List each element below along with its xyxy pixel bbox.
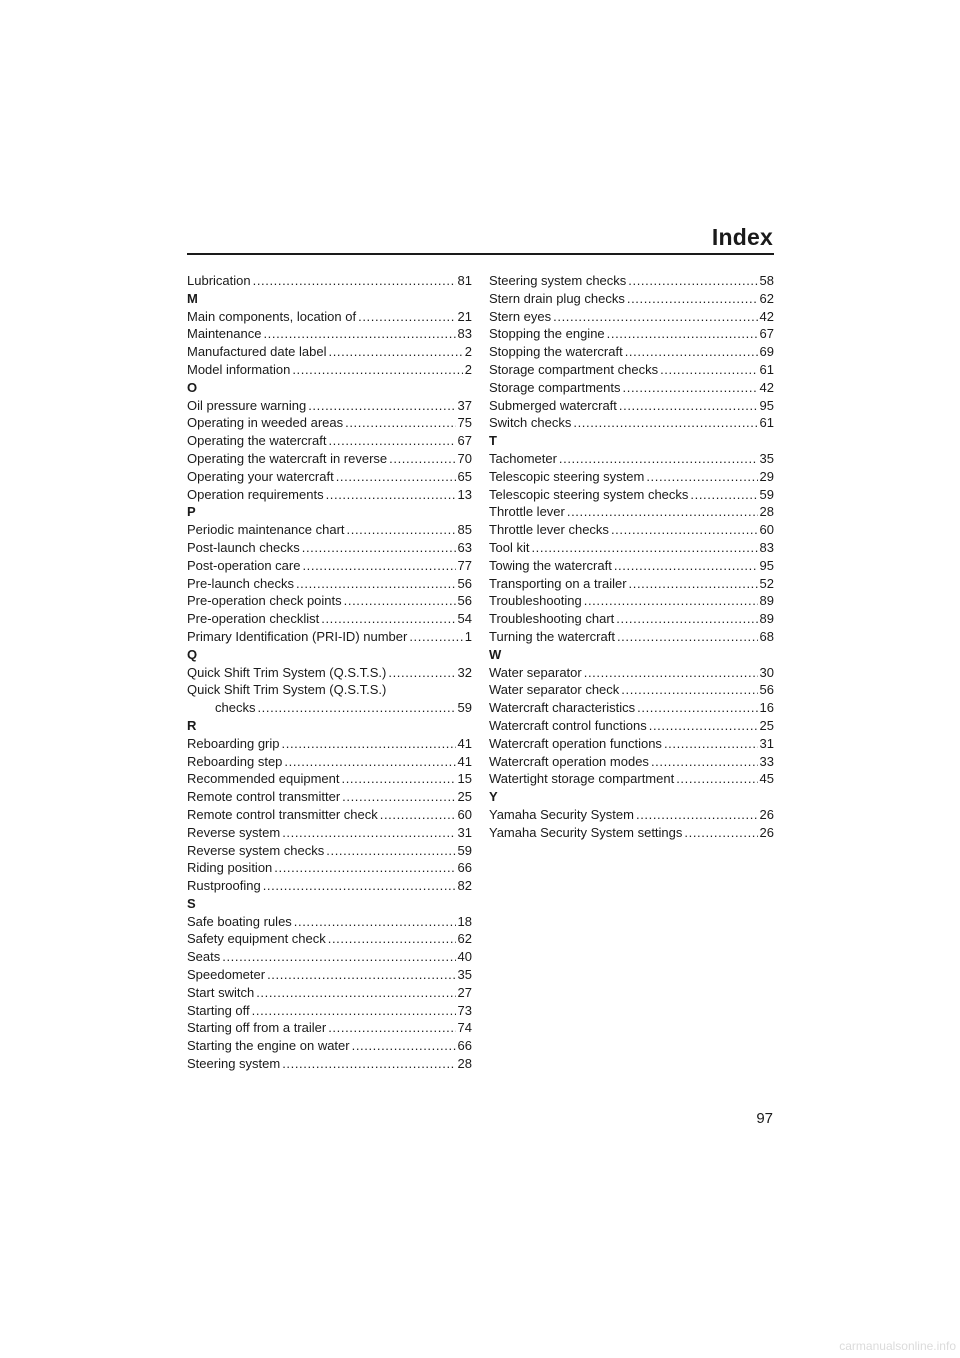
index-page-ref: 61 (759, 361, 774, 377)
index-entry (187, 753, 472, 771)
leader-dots (328, 343, 462, 361)
leader-dots (690, 486, 757, 504)
index-term: Tool kit (489, 539, 530, 555)
index-term: Oil pressure warning (187, 397, 307, 413)
index-term: Post-operation care (187, 557, 301, 573)
index-entry (187, 1019, 472, 1037)
leader-dots (651, 753, 758, 771)
index-term: Quick Shift Trim System (Q.S.T.S.) (187, 664, 387, 680)
index-page-ref: 69 (759, 344, 774, 360)
index-entry (187, 450, 472, 468)
index-page-ref: 42 (759, 308, 774, 324)
index-term: Pre-operation checklist (187, 611, 320, 627)
index-page-ref: 67 (457, 433, 472, 449)
index-entry (489, 308, 774, 326)
index-page-ref: 59 (457, 842, 472, 858)
index-entry (489, 610, 774, 628)
index-entry (187, 397, 472, 415)
index-entry (489, 681, 774, 699)
svg-text:carmanualsonline.info: carmanualsonline.info (839, 1339, 956, 1353)
leader-dots (256, 984, 455, 1002)
index-page-ref: 67 (759, 326, 774, 342)
index-page-ref: 35 (759, 450, 774, 466)
index-page-ref: 73 (457, 1002, 472, 1018)
index-term: Steering system checks (489, 273, 627, 288)
index-section-letter: T (489, 433, 497, 449)
index-entry (187, 913, 472, 931)
leader-dots (257, 699, 455, 717)
index-page-ref: 61 (759, 415, 774, 431)
leader-dots (342, 788, 455, 806)
index-term: Safe boating rules (187, 913, 292, 929)
index-entry (187, 610, 472, 628)
index-page-ref: 2 (464, 361, 472, 377)
index-entry (489, 575, 774, 593)
index-term: Post-launch checks (187, 539, 300, 555)
index-entry (489, 414, 774, 432)
leader-dots (553, 308, 757, 326)
index-page-ref: 21 (457, 308, 472, 324)
leader-dots (328, 930, 456, 948)
index-term: Water separator (489, 664, 582, 680)
index-page-ref: 40 (457, 949, 472, 965)
index-entry (489, 753, 774, 771)
index-entry (489, 539, 774, 557)
leader-dots (222, 948, 455, 966)
index-term: Throttle lever (489, 504, 565, 520)
leader-dots (302, 557, 455, 575)
leader-dots (567, 503, 758, 521)
index-term: Stopping the watercraft (489, 344, 623, 360)
index-entry (187, 877, 472, 895)
index-term: Watercraft operation modes (489, 753, 649, 769)
index-entry (187, 930, 472, 948)
leader-dots (389, 450, 455, 468)
index-term: Riding position (187, 860, 273, 876)
index-term: Model information (187, 361, 291, 377)
index-term: Operating in weeded areas (187, 415, 344, 431)
index-entry (187, 575, 472, 593)
index-term: Reboarding grip (187, 735, 280, 751)
index-entry (187, 948, 472, 966)
index-term: Submerged watercraft (489, 397, 617, 413)
index-section-letter: R (187, 717, 197, 733)
index-term: Safety equipment check (187, 931, 326, 947)
index-entry (489, 717, 774, 735)
leader-dots (282, 824, 455, 842)
leader-dots (628, 272, 757, 290)
index-entry (187, 788, 472, 806)
watermark-logo (756, 1338, 956, 1354)
index-page-ref: 89 (759, 611, 774, 627)
index-term: Steering system (187, 1056, 281, 1072)
index-entry (187, 414, 472, 432)
index-page-ref: 66 (457, 1038, 472, 1054)
index-entry (489, 486, 774, 504)
index-term: Yamaha Security System settings (489, 824, 683, 840)
index-column-right (489, 272, 774, 842)
index-page-ref: 54 (457, 611, 472, 627)
leader-dots (584, 664, 758, 682)
leader-dots (636, 806, 758, 824)
index-page-ref: 35 (457, 967, 472, 983)
index-entry (187, 1055, 472, 1073)
index-entry (187, 361, 472, 379)
index-entry (489, 397, 774, 415)
index-entry (187, 628, 472, 646)
leader-dots (284, 753, 455, 771)
leader-dots (274, 859, 455, 877)
leader-dots (302, 539, 456, 557)
leader-dots (352, 1037, 456, 1055)
index-page-ref: 65 (457, 468, 472, 484)
leader-dots (253, 272, 456, 290)
index-term: Telescopic steering system (489, 468, 645, 484)
index-term: Speedometer (187, 967, 266, 983)
index-page-ref: 56 (457, 593, 472, 609)
leader-dots (584, 592, 758, 610)
leader-dots (252, 1002, 456, 1020)
index-page-ref: 56 (759, 682, 774, 698)
leader-dots (614, 557, 758, 575)
index-page-ref: 59 (759, 486, 774, 502)
index-entry (489, 468, 774, 486)
index-entry-continuation (187, 699, 472, 717)
leader-dots (296, 575, 456, 593)
index-section-letter: Q (187, 646, 198, 662)
leader-dots (388, 664, 455, 682)
index-page-ref: 62 (457, 931, 472, 947)
leader-dots (326, 486, 456, 504)
index-entry (489, 450, 774, 468)
leader-dots (660, 361, 757, 379)
index-page-ref: 58 (759, 273, 774, 288)
index-entry (187, 824, 472, 842)
index-page-ref: 26 (759, 806, 774, 822)
index-page-ref: 45 (759, 771, 774, 787)
index-term: Water separator check (489, 682, 620, 698)
index-entry (187, 859, 472, 877)
index-entry (187, 468, 472, 486)
index-page-ref: 27 (457, 984, 472, 1000)
index-entry (489, 379, 774, 397)
index-page-ref: 59 (457, 700, 472, 716)
leader-dots (267, 966, 455, 984)
index-section-letter: O (187, 379, 198, 395)
index-section-letter: M (187, 290, 198, 306)
leader-dots (637, 699, 757, 717)
index-term: Stopping the engine (489, 326, 605, 342)
index-page-ref: 41 (457, 735, 472, 751)
index-section-letter: W (489, 646, 502, 662)
index-page-ref: 42 (759, 379, 774, 395)
index-page-ref: 85 (457, 522, 472, 538)
index-page-ref: 68 (759, 628, 774, 644)
index-entry (187, 432, 472, 450)
index-term: Remote control transmitter check (187, 806, 378, 822)
index-entry (489, 290, 774, 308)
index-entry (489, 770, 774, 788)
index-entry (187, 486, 472, 504)
leader-dots (336, 468, 456, 486)
leader-dots (559, 450, 758, 468)
leader-dots (676, 770, 757, 788)
index-page-ref: 83 (759, 539, 774, 555)
index-entry (187, 272, 472, 290)
index-page-ref: 37 (457, 397, 472, 413)
index-entry (187, 966, 472, 984)
leader-dots (308, 397, 455, 415)
index-term: Manufactured date label (187, 344, 327, 360)
leader-dots (321, 610, 455, 628)
index-term: Stern drain plug checks (489, 290, 625, 306)
index-term: Watercraft control functions (489, 717, 647, 733)
index-page-ref: 52 (759, 575, 774, 591)
index-section-letter: P (187, 504, 196, 520)
leader-dots (292, 361, 462, 379)
index-page-ref: 66 (457, 860, 472, 876)
index-term: Reverse system (187, 824, 281, 840)
index-entry (187, 806, 472, 824)
index-page-ref: 31 (759, 735, 774, 751)
leader-dots (646, 468, 757, 486)
index-page-ref: 62 (759, 290, 774, 306)
leader-dots (347, 521, 456, 539)
index-term: Start switch (187, 984, 255, 1000)
index-page-ref: 25 (457, 789, 472, 805)
index-page-ref: 83 (457, 326, 472, 342)
index-page-ref: 89 (759, 593, 774, 609)
leader-dots (341, 770, 455, 788)
leader-dots (263, 325, 455, 343)
leader-dots (623, 379, 758, 397)
index-term: Operation requirements (187, 486, 324, 502)
leader-dots (664, 735, 758, 753)
index-entry (187, 664, 472, 682)
index-entry (187, 539, 472, 557)
index-entry (187, 325, 472, 343)
index-term: Pre-operation check points (187, 593, 342, 609)
index-page-ref: 18 (457, 913, 472, 929)
index-entry (187, 308, 472, 326)
index-term: Reboarding step (187, 753, 283, 769)
leader-dots (282, 1055, 455, 1073)
index-page-ref: 28 (759, 504, 774, 520)
index-term: Quick Shift Trim System (Q.S.T.S.) (187, 682, 387, 698)
index-page-ref: 32 (457, 664, 472, 680)
index-term: Maintenance (187, 326, 262, 342)
index-entry (489, 628, 774, 646)
index-term: Switch checks (489, 415, 572, 431)
index-entry (187, 1002, 472, 1020)
leader-dots (345, 414, 455, 432)
index-page-ref: 74 (457, 1020, 472, 1036)
index-term: Periodic maintenance chart (187, 522, 345, 538)
index-term: Transporting on a trailer (489, 575, 627, 591)
page-number: 97 (756, 1110, 773, 1127)
leader-dots (380, 806, 456, 824)
page-title: Index (711, 224, 773, 250)
index-entry (489, 272, 774, 290)
index-entry (187, 557, 472, 575)
index-term: Telescopic steering system checks (489, 486, 689, 502)
index-section-letter: Y (489, 789, 498, 805)
leader-dots (625, 343, 758, 361)
index-term: Starting the engine on water (187, 1038, 350, 1054)
index-entry (489, 343, 774, 361)
index-entry (489, 824, 774, 842)
index-page-ref: 15 (457, 771, 472, 787)
index-term: Operating your watercraft (187, 468, 334, 484)
index-entry (187, 681, 472, 699)
index-term: Reverse system checks (187, 842, 325, 858)
index-entry (489, 325, 774, 343)
leader-dots (616, 610, 757, 628)
leader-dots (629, 575, 758, 593)
leader-dots (328, 432, 455, 450)
index-term: Watertight storage compartment (489, 771, 675, 787)
index-page-ref: 77 (457, 557, 472, 573)
index-page-ref: 56 (457, 575, 472, 591)
leader-dots (263, 877, 456, 895)
index-section-letter: S (187, 895, 196, 911)
index-page-ref: 29 (759, 468, 774, 484)
index-page-ref: 25 (759, 717, 774, 733)
index-term: Turning the watercraft (489, 628, 615, 644)
index-term: Remote control transmitter (187, 789, 341, 805)
index-term: Troubleshooting (489, 593, 582, 609)
leader-dots (617, 628, 758, 646)
leader-dots (649, 717, 758, 735)
index-page-ref: 2 (464, 344, 472, 360)
index-page-ref: 28 (457, 1056, 472, 1072)
title-divider (187, 253, 774, 255)
index-page-ref: 75 (457, 415, 472, 431)
index-term: Watercraft characteristics (489, 700, 636, 716)
index-term: Main components, location of (187, 308, 357, 324)
index-entry (489, 806, 774, 824)
index-entry (187, 842, 472, 860)
index-term: Primary Identification (PRI-ID) number (187, 628, 408, 644)
index-term: Recommended equipment (187, 771, 340, 787)
leader-dots (573, 414, 757, 432)
index-term: Starting off from a trailer (187, 1020, 327, 1036)
leader-dots (358, 308, 455, 326)
index-term: Tachometer (489, 450, 557, 466)
index-term: Throttle lever checks (489, 522, 609, 538)
index-column-left (187, 272, 472, 1073)
index-entry (187, 1037, 472, 1055)
index-term: Operating the watercraft (187, 433, 327, 449)
leader-dots (294, 913, 456, 931)
index-page-ref: 95 (759, 397, 774, 413)
index-page-ref: 70 (457, 450, 472, 466)
index-page-ref: 30 (759, 664, 774, 680)
index-page-ref: 60 (759, 522, 774, 538)
index-term: Starting off (187, 1002, 250, 1018)
index-page-ref: 60 (457, 806, 472, 822)
index-term: Troubleshooting chart (489, 611, 615, 627)
index-entry (187, 735, 472, 753)
index-entry (489, 361, 774, 379)
index-entry (187, 521, 472, 539)
index-page-ref: 82 (457, 878, 472, 894)
leader-dots (409, 628, 462, 646)
index-entry (489, 735, 774, 753)
index-term: Storage compartments (489, 379, 621, 395)
index-term: Towing the watercraft (489, 557, 612, 573)
leader-dots (344, 592, 456, 610)
index-page-ref: 1 (464, 628, 472, 644)
index-page-ref: 95 (759, 557, 774, 573)
index-page-ref: 16 (759, 700, 774, 716)
leader-dots (326, 842, 455, 860)
leader-dots (684, 824, 757, 842)
leader-dots (621, 681, 757, 699)
leader-dots (619, 397, 758, 415)
index-term: Watercraft operation functions (489, 735, 662, 751)
index-entry (489, 664, 774, 682)
index-page-ref: 81 (457, 273, 472, 288)
index-page-ref: 31 (457, 824, 472, 840)
leader-dots (282, 735, 456, 753)
index-page-ref: 41 (457, 753, 472, 769)
leader-dots (611, 521, 758, 539)
index-term: Lubrication (187, 273, 251, 288)
index-page-ref: 63 (457, 539, 472, 555)
index-term: Stern eyes (489, 308, 552, 324)
index-term: Seats (187, 949, 221, 965)
index-entry (489, 592, 774, 610)
index-entry (187, 984, 472, 1002)
leader-dots (627, 290, 758, 308)
index-page-ref: 26 (759, 824, 774, 840)
index-entry (489, 699, 774, 717)
leader-dots (328, 1019, 455, 1037)
index-term: Operating the watercraft in reverse (187, 450, 388, 466)
index-entry (489, 521, 774, 539)
leader-dots (607, 325, 758, 343)
index-term: Storage compartment checks (489, 361, 659, 377)
index-entry (489, 503, 774, 521)
index-entry (187, 343, 472, 361)
index-term: Rustproofing (187, 878, 261, 894)
index-term: checks (215, 700, 256, 716)
leader-dots (531, 539, 757, 557)
index-term: Pre-launch checks (187, 575, 294, 591)
index-entry (489, 557, 774, 575)
index-page-ref: 13 (457, 486, 472, 502)
index-entry (187, 592, 472, 610)
index-term: Yamaha Security System (489, 806, 634, 822)
index-page-ref: 33 (759, 753, 774, 769)
index-entry (187, 770, 472, 788)
